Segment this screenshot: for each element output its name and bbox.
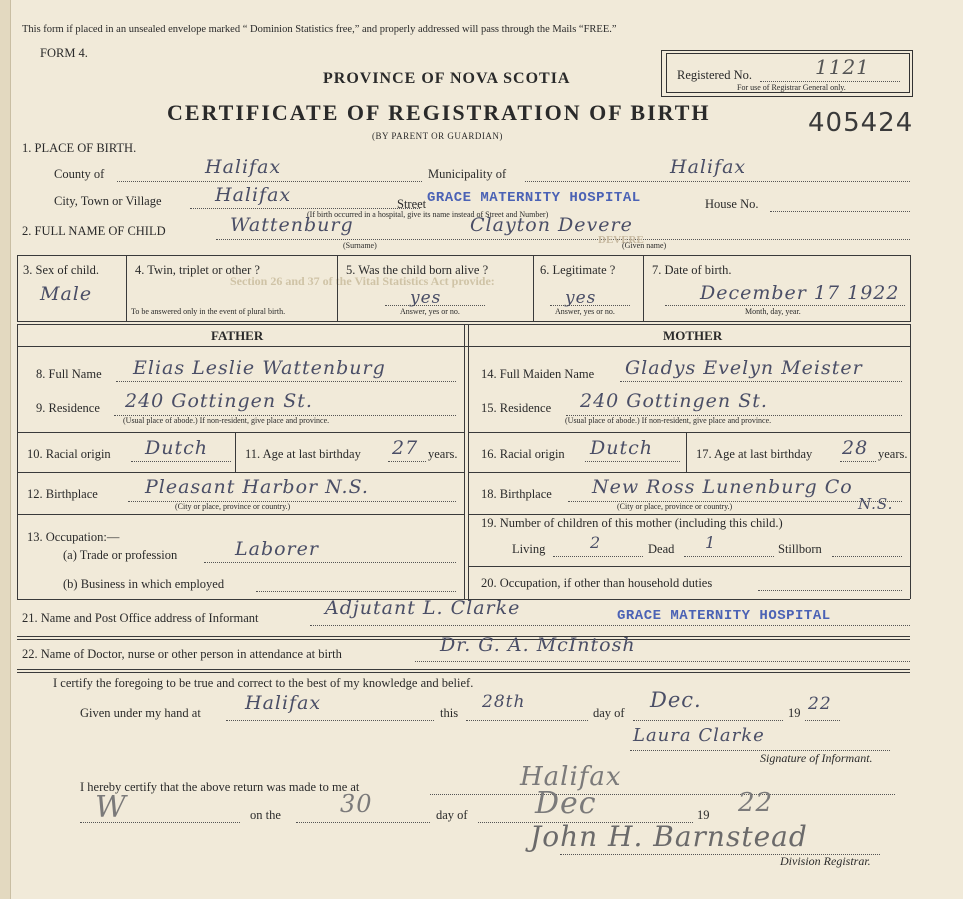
mother-birthplace-label: 18. Birthplace — [481, 487, 552, 501]
informant-label: 21. Name and Post Office address of Informant — [22, 611, 259, 625]
county-value: Halifax — [205, 156, 282, 178]
form-number: FORM 4. — [40, 46, 88, 60]
mother-name-label: 14. Full Maiden Name — [481, 367, 595, 381]
father-occupation-label: 13. Occupation:— — [27, 530, 120, 544]
dob-value: December 17 1922 — [700, 282, 900, 304]
county-label: County of — [54, 167, 105, 181]
certification-year-prefix: 19 — [788, 706, 801, 720]
father-age-label: 11. Age at last birthday — [245, 447, 361, 461]
registrar-signature: John H. Barnstead — [530, 820, 808, 853]
father-racial-label: 10. Racial origin — [27, 447, 111, 461]
overwritten-given: DEVERE — [598, 234, 644, 246]
given-place-value: Halifax — [245, 692, 322, 714]
child-given-value: Clayton Devere — [470, 214, 633, 236]
informant-signature-caption: Signature of Informant. — [760, 751, 873, 765]
registrar-caption: Division Registrar. — [780, 854, 871, 868]
registrar-month-value: Dec — [535, 786, 597, 821]
mother-residence-value: 240 Gottingen St. — [580, 390, 768, 412]
registered-no-label: Registered No. — [677, 68, 752, 82]
child-surname-value: Wattenburg — [230, 214, 354, 236]
father-heading: FATHER — [211, 328, 264, 343]
mother-age-value: 28 — [842, 437, 869, 459]
twin-label: 4. Twin, triplet or other ? — [135, 263, 260, 277]
certificate-subtitle: (BY PARENT OR GUARDIAN) — [372, 131, 503, 141]
father-business-label: (b) Business in which employed — [63, 577, 225, 591]
dob-note: Month, day, year. — [745, 307, 801, 316]
alive-note: Answer, yes or no. — [400, 307, 460, 316]
hospital-note: (If birth occurred in a hospital, give its name instead of Street and Number) — [307, 210, 549, 219]
registrar-use-note: For use of Registrar General only. — [737, 83, 846, 92]
certification-day-value: 28th — [482, 692, 526, 712]
reverse-bleed-text: Section 26 and 37 of the Vital Statistics Act provide: — [230, 274, 495, 288]
father-age-value: 27 — [392, 437, 419, 459]
city-label: City, Town or Village — [54, 194, 162, 208]
street-label: Street — [397, 197, 427, 211]
sex-value: Male — [40, 283, 93, 305]
mother-residence-note: (Usual place of abode.) If non-resident, give place and province. — [565, 416, 772, 425]
municipality-label: Municipality of — [428, 167, 507, 181]
mother-living-label: Living — [512, 542, 546, 556]
mother-children-label: 19. Number of children of this mother (including this child.) — [481, 516, 783, 530]
postal-notice: This form if placed in an unsealed envelope marked “ Dominion Statistics free,” and properly addressed will pass through the Mails “FREE.” — [22, 24, 617, 35]
street-hospital-stamp: GRACE MATERNITY HOSPITAL — [427, 190, 641, 206]
mother-birthplace-value2: N.S. — [858, 495, 894, 513]
informant-hospital-stamp: GRACE MATERNITY HOSPITAL — [617, 608, 831, 624]
certificate-title: CERTIFICATE OF REGISTRATION OF BIRTH — [167, 100, 711, 125]
mother-age-unit: years. — [878, 447, 908, 461]
father-residence-value: 240 Gottingen St. — [125, 390, 313, 412]
mother-dead-label: Dead — [648, 542, 675, 556]
mother-racial-value: Dutch — [590, 437, 653, 459]
legitimate-value: yes — [565, 288, 597, 308]
mother-dead-value: 1 — [705, 533, 717, 552]
father-age-unit: years. — [428, 447, 458, 461]
certification-year-value: 22 — [808, 694, 832, 714]
alive-label: 5. Was the child born alive ? — [346, 263, 489, 277]
father-trade-value: Laborer — [235, 538, 319, 560]
doctor-label: 22. Name of Doctor, nurse or other person in attendance at birth — [22, 647, 342, 661]
certification-statement: I certify the foregoing to be true and correct to the best of my knowledge and belief. — [53, 676, 474, 690]
day-of-label: day of — [593, 706, 625, 720]
legitimate-note: Answer, yes or no. — [555, 307, 615, 316]
registrar-year-prefix: 19 — [697, 808, 710, 822]
mother-residence-label: 15. Residence — [481, 401, 552, 415]
certification-month-value: Dec. — [650, 688, 702, 712]
father-racial-value: Dutch — [145, 437, 208, 459]
paper-edge — [0, 0, 11, 899]
mother-birthplace-note: (City or place, province or country.) — [617, 502, 733, 511]
mother-name-value: Gladys Evelyn Meister — [625, 357, 863, 379]
registrar-day-of-label: day of — [436, 808, 468, 822]
mother-birthplace-value: New Ross Lunenburg Co — [592, 476, 853, 498]
mother-heading: MOTHER — [663, 328, 723, 343]
doctor-value: Dr. G. A. McIntosh — [440, 634, 636, 656]
informant-value: Adjutant L. Clarke — [325, 597, 521, 619]
dob-label: 7. Date of birth. — [652, 263, 732, 277]
registrar-year-value: 22 — [738, 788, 774, 818]
registrar-initials: W — [95, 790, 127, 825]
mother-age-label: 17. Age at last birthday — [696, 447, 813, 461]
twin-note: To be answered only in the event of plural birth. — [131, 307, 286, 316]
father-name-label: 8. Full Name — [36, 367, 102, 381]
registrar-day-value: 30 — [340, 790, 373, 818]
legitimate-label: 6. Legitimate ? — [540, 263, 616, 277]
father-residence-note: (Usual place of abode.) If non-resident, give place and province. — [123, 416, 330, 425]
province-title: PROVINCE OF NOVA SCOTIA — [323, 70, 571, 87]
registered-no-value: 1121 — [815, 55, 870, 79]
registrar-place-value: Halifax — [520, 762, 622, 792]
father-name-value: Elias Leslie Wattenburg — [133, 357, 386, 379]
this-label: this — [440, 706, 459, 720]
alive-value: yes — [410, 288, 442, 308]
mother-stillborn-label: Stillborn — [778, 542, 822, 556]
mother-racial-label: 16. Racial origin — [481, 447, 565, 461]
given-under-hand-label: Given under my hand at — [80, 706, 201, 720]
on-the-label: on the — [250, 808, 281, 822]
father-trade-label: (a) Trade or profession — [63, 548, 178, 562]
informant-signature: Laura Clarke — [633, 725, 765, 746]
place-of-birth-label: 1. PLACE OF BIRTH. — [22, 141, 137, 155]
mother-occupation-label: 20. Occupation, if other than household duties — [481, 576, 713, 590]
given-caption: (Given name) — [622, 241, 667, 250]
father-birthplace-label: 12. Birthplace — [27, 487, 98, 501]
father-birthplace-note: (City or place, province or country.) — [175, 502, 291, 511]
father-residence-label: 9. Residence — [36, 401, 100, 415]
sex-label: 3. Sex of child. — [23, 263, 100, 277]
mother-living-value: 2 — [590, 533, 602, 552]
child-name-label: 2. FULL NAME OF CHILD — [22, 224, 166, 238]
municipality-value: Halifax — [670, 156, 747, 178]
house-no-label: House No. — [705, 197, 759, 211]
city-value: Halifax — [215, 184, 292, 206]
father-birthplace-value: Pleasant Harbor N.S. — [145, 476, 369, 498]
archive-number: 405424 — [808, 108, 914, 138]
registrar-statement: I hereby certify that the above return was made to me at — [80, 780, 360, 794]
surname-caption: (Surname) — [343, 241, 377, 250]
